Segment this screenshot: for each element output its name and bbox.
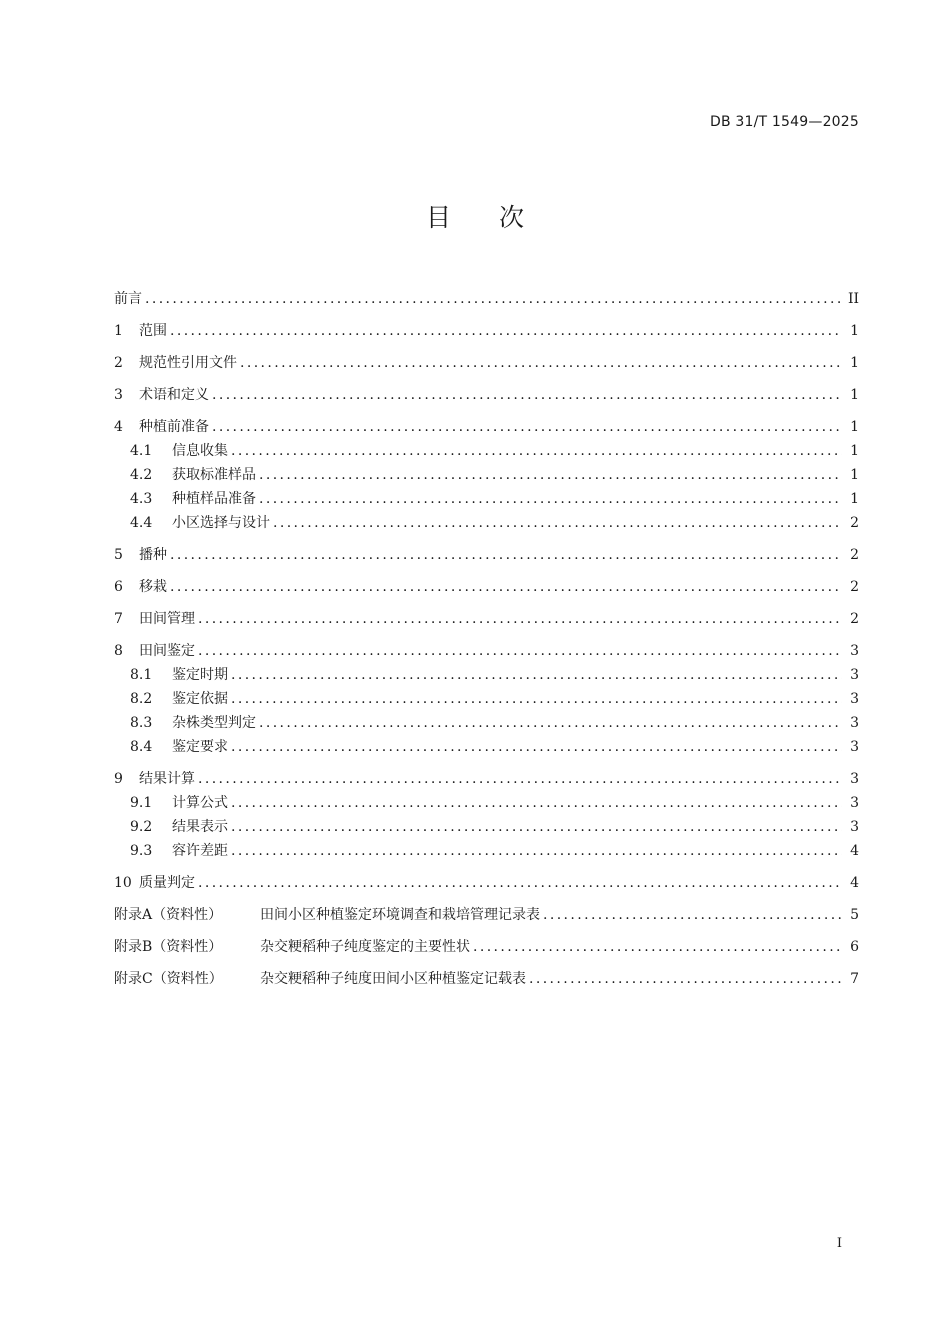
toc-entry-number: 5 bbox=[114, 547, 123, 563]
toc-subentry-9-3[interactable] bbox=[114, 839, 859, 863]
toc-entry-number: 8.3 bbox=[130, 715, 153, 731]
toc-subentry-4-4[interactable] bbox=[114, 511, 859, 535]
toc-entry-number: 8.2 bbox=[130, 691, 153, 707]
toc-entry-label: 种植前准备 bbox=[139, 419, 209, 435]
toc-entry-label: 术语和定义 bbox=[139, 387, 209, 403]
toc-leader-dots bbox=[273, 511, 842, 535]
appendix-title: 杂交粳稻种子纯度鉴定的主要性状 bbox=[260, 939, 470, 955]
toc-subentry-9-1[interactable] bbox=[114, 791, 859, 815]
toc-entry-page: 2 bbox=[850, 579, 859, 595]
toc-entry-page: 7 bbox=[850, 971, 859, 987]
toc-subentry-8-2[interactable] bbox=[114, 687, 859, 711]
toc-entry-page: 4 bbox=[850, 843, 859, 859]
toc-entry-number: 6 bbox=[114, 579, 123, 595]
toc-entry-number: 4.4 bbox=[130, 515, 153, 531]
toc-entry-foreword[interactable] bbox=[114, 287, 859, 311]
toc-entry-page: 3 bbox=[850, 691, 859, 707]
toc-entry-number: 4.1 bbox=[130, 443, 153, 459]
toc-entry-label: 小区选择与设计 bbox=[172, 515, 270, 531]
toc-entry-page: 5 bbox=[850, 907, 859, 923]
toc-entry-result-calculation[interactable] bbox=[114, 767, 859, 791]
toc-leader-dots bbox=[231, 791, 842, 815]
toc-leader-dots bbox=[231, 439, 842, 463]
toc-entry-field-management[interactable] bbox=[114, 607, 859, 631]
toc-entry-normative-references[interactable] bbox=[114, 351, 859, 375]
toc-leader-dots bbox=[198, 767, 842, 791]
toc-entry-number: 4.2 bbox=[130, 467, 153, 483]
toc-subentry-4-3[interactable] bbox=[114, 487, 859, 511]
toc-leader-dots bbox=[170, 575, 842, 599]
appendix-title: 田间小区种植鉴定环境调查和栽培管理记录表 bbox=[260, 907, 540, 923]
toc-entry-label: 计算公式 bbox=[172, 795, 228, 811]
toc-leader-dots bbox=[212, 415, 842, 439]
toc-leader-dots bbox=[259, 711, 842, 735]
toc-entry-page: 1 bbox=[850, 355, 859, 371]
toc-leader-dots bbox=[198, 639, 842, 663]
toc-entry-page: 3 bbox=[850, 795, 859, 811]
toc-entry-number: 8.4 bbox=[130, 739, 153, 755]
toc-entry-number: 4 bbox=[114, 419, 123, 435]
toc-entry-page: 2 bbox=[850, 611, 859, 627]
toc-entry-transplanting[interactable] bbox=[114, 575, 859, 599]
toc-entry-label: 鉴定依据 bbox=[172, 691, 228, 707]
toc-entry-label: 鉴定要求 bbox=[172, 739, 228, 755]
page-number: I bbox=[836, 1236, 842, 1251]
toc-entry-number: 9.2 bbox=[130, 819, 153, 835]
toc-entry-label: 播种 bbox=[139, 547, 167, 563]
toc-entry-page: 3 bbox=[850, 643, 859, 659]
appendix-label: 附录A（资料性） bbox=[114, 907, 223, 923]
toc-entry-number: 7 bbox=[114, 611, 123, 627]
toc-subentry-9-2[interactable] bbox=[114, 815, 859, 839]
toc-entry-label: 信息收集 bbox=[172, 443, 228, 459]
toc-leader-dots bbox=[473, 935, 842, 959]
toc-entry-number: 1 bbox=[114, 323, 123, 339]
toc-entry-number: 4.3 bbox=[130, 491, 153, 507]
toc-entry-quality-judgment[interactable] bbox=[114, 871, 859, 895]
appendix-label: 附录C（资料性） bbox=[114, 971, 223, 987]
toc-subentry-4-1[interactable] bbox=[114, 439, 859, 463]
toc-entry-number: 10 bbox=[114, 875, 132, 891]
toc-entry-label: 前言 bbox=[114, 291, 142, 307]
toc-entry-label: 结果计算 bbox=[139, 771, 195, 787]
toc-entry-number: 3 bbox=[114, 387, 123, 403]
toc-entry-page: II bbox=[847, 291, 859, 307]
toc-leader-dots bbox=[145, 287, 842, 311]
toc-leader-dots bbox=[240, 351, 842, 375]
toc-entry-page: 4 bbox=[850, 875, 859, 891]
toc-entry-label: 杂株类型判定 bbox=[172, 715, 256, 731]
toc-entry-page: 3 bbox=[850, 667, 859, 683]
toc-leader-dots bbox=[259, 487, 842, 511]
toc-entry-planting-preparation[interactable] bbox=[114, 415, 859, 439]
toc-subentry-4-2[interactable] bbox=[114, 463, 859, 487]
toc-entry-number: 8.1 bbox=[130, 667, 153, 683]
toc-entry-label: 范围 bbox=[139, 323, 167, 339]
toc-entry-page: 1 bbox=[850, 491, 859, 507]
page-title: 目 次 bbox=[426, 203, 524, 232]
toc-entry-terms[interactable] bbox=[114, 383, 859, 407]
toc-entry-number: 2 bbox=[114, 355, 123, 371]
toc-entry-page: 2 bbox=[850, 547, 859, 563]
toc-entry-label: 质量判定 bbox=[139, 875, 195, 891]
toc-entry-label: 获取标准样品 bbox=[172, 467, 256, 483]
toc-entry-page: 1 bbox=[850, 419, 859, 435]
toc-entry-scope[interactable] bbox=[114, 319, 859, 343]
document-code: DB 31/T 1549—2025 bbox=[709, 114, 859, 130]
toc-entry-label: 规范性引用文件 bbox=[139, 355, 237, 371]
toc-entry-page: 3 bbox=[850, 739, 859, 755]
table-of-contents bbox=[114, 287, 859, 991]
toc-entry-page: 3 bbox=[850, 771, 859, 787]
toc-leader-dots bbox=[198, 607, 842, 631]
toc-entry-label: 种植样品准备 bbox=[172, 491, 256, 507]
toc-entry-page: 2 bbox=[850, 515, 859, 531]
toc-entry-sowing[interactable] bbox=[114, 543, 859, 567]
toc-leader-dots bbox=[259, 463, 842, 487]
toc-entry-label: 田间管理 bbox=[139, 611, 195, 627]
toc-entry-page: 3 bbox=[850, 819, 859, 835]
appendix-title: 杂交粳稻种子纯度田间小区种植鉴定记载表 bbox=[260, 971, 526, 987]
toc-appendix-a[interactable] bbox=[114, 903, 859, 927]
toc-entry-label: 容许差距 bbox=[172, 843, 228, 859]
toc-entry-label: 结果表示 bbox=[172, 819, 228, 835]
toc-entry-number: 9 bbox=[114, 771, 123, 787]
toc-leader-dots bbox=[231, 687, 842, 711]
toc-entry-number: 8 bbox=[114, 643, 123, 659]
toc-leader-dots bbox=[170, 319, 842, 343]
toc-entry-page: 1 bbox=[850, 467, 859, 483]
toc-leader-dots bbox=[543, 903, 842, 927]
toc-leader-dots bbox=[231, 735, 842, 759]
toc-entry-field-identification[interactable] bbox=[114, 639, 859, 663]
toc-leader-dots bbox=[198, 871, 842, 895]
toc-entry-page: 1 bbox=[850, 387, 859, 403]
toc-entry-page: 1 bbox=[850, 323, 859, 339]
toc-leader-dots bbox=[212, 383, 842, 407]
toc-entry-label: 鉴定时期 bbox=[172, 667, 228, 683]
toc-appendix-b[interactable] bbox=[114, 935, 859, 959]
toc-leader-dots bbox=[529, 967, 842, 991]
toc-subentry-8-3[interactable] bbox=[114, 711, 859, 735]
toc-entry-number: 9.3 bbox=[130, 843, 153, 859]
toc-entry-number: 9.1 bbox=[130, 795, 153, 811]
toc-entry-label: 移栽 bbox=[139, 579, 167, 595]
toc-leader-dots bbox=[231, 815, 842, 839]
toc-subentry-8-4[interactable] bbox=[114, 735, 859, 759]
toc-leader-dots bbox=[170, 543, 842, 567]
toc-subentry-8-1[interactable] bbox=[114, 663, 859, 687]
toc-leader-dots bbox=[231, 839, 842, 863]
toc-appendix-c[interactable] bbox=[114, 967, 859, 991]
toc-entry-page: 6 bbox=[850, 939, 859, 955]
toc-entry-page: 3 bbox=[850, 715, 859, 731]
toc-entry-page: 1 bbox=[850, 443, 859, 459]
appendix-label: 附录B（资料性） bbox=[114, 939, 223, 955]
toc-leader-dots bbox=[231, 663, 842, 687]
toc-entry-label: 田间鉴定 bbox=[139, 643, 195, 659]
